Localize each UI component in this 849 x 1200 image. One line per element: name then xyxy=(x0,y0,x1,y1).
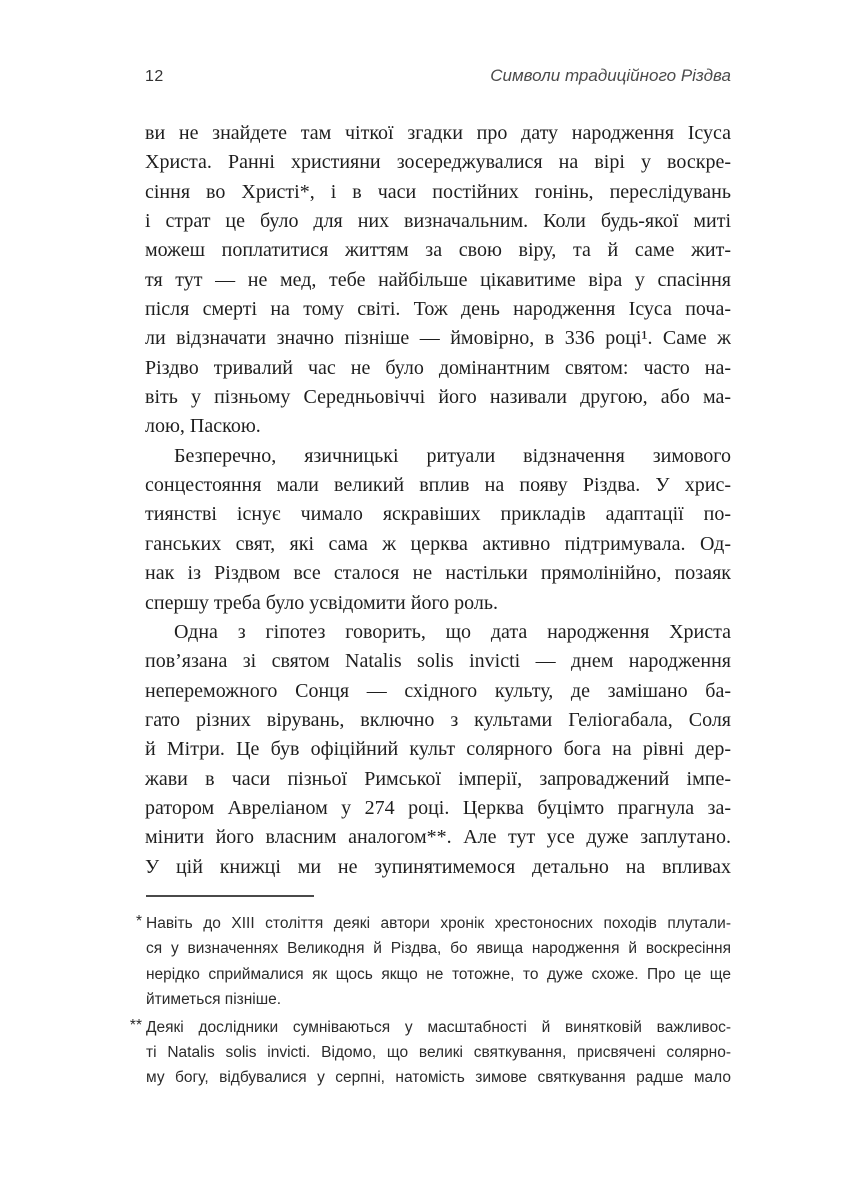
text-line: Різдво тривалий час не було домінантним святом: часто на- xyxy=(145,356,731,379)
paragraph-3 xyxy=(145,618,731,882)
text-line: після смерті на тому світі. Тож день народження Ісуса поча- xyxy=(145,298,731,321)
paragraph-2 xyxy=(145,442,731,618)
text-line: нак із Різдвом все сталося не настільки прямолінійно, позаяк xyxy=(145,562,731,585)
text-line: віть у пізньому Середньовіччі його називали другою, або ма- xyxy=(145,386,731,409)
text-line: сіння во Христі*, і в часи постійних гонінь, переслідувань xyxy=(145,180,731,203)
text-line: тиянстві існує чимало яскравіших прикладів адаптації по- xyxy=(145,503,731,526)
text-line: Одна з гіпотез говорить, що дата народження Христа xyxy=(174,620,731,643)
text-line: ганських свят, які сама ж церква активно підтримувала. Од- xyxy=(145,532,731,555)
text-line: ви не знайдете там чіткої згадки про дату народження Ісуса xyxy=(145,122,731,144)
text-line: ли відзначати значно пізніше — ймовірно, в 336 році¹. Саме ж xyxy=(145,327,731,350)
text-line: ратором Авреліаном у 274 році. Церква буцімто прагнула за- xyxy=(145,796,731,819)
text-line: нерідко сприймалися як щось якщо не тотожне, то дуже схоже. Про це ще xyxy=(146,965,731,983)
paragraph-1 xyxy=(145,119,731,442)
text-line: У цій книжці ми не зупинятимемося детально на впливах xyxy=(145,855,731,878)
footnote-text-1 xyxy=(146,911,731,1013)
text-line: тя тут — не мед, тебе найбільше цікавитиме віра у спасіння xyxy=(145,268,731,291)
text-line: непереможного Сонця — східного культу, де замішано ба- xyxy=(145,679,731,702)
text-line: спершу треба було усвідомити його роль. xyxy=(145,591,499,614)
text-line: і страт це було для них визначальним. Коли будь-якої миті xyxy=(145,210,731,233)
footnotes xyxy=(129,911,731,1091)
footnote-marker-2: ** xyxy=(129,1016,142,1034)
running-head xyxy=(145,66,731,86)
body-text xyxy=(145,119,731,882)
text-line: пов’язана зі святом Natalis solis invicti — днем народження xyxy=(145,650,731,673)
text-line: мінити його власним аналогом**. Але тут усе дуже заплутано. xyxy=(145,826,731,849)
text-line: ся у визначеннях Великодня й Різдва, бо явища народження й воскресіння xyxy=(146,940,731,958)
text-line: сонцестояння мали великий вплив на появу Різдва. У хрис- xyxy=(145,474,731,497)
text-line: гато різних вірувань, включно з культами Геліогабала, Соля xyxy=(145,708,731,731)
footnote-marker-1: * xyxy=(135,913,142,930)
running-title: Символи традиційного Різдва xyxy=(490,66,731,85)
text-line: йтиметься пізніше. xyxy=(146,991,282,1009)
text-line: ті Natalis solis invicti. Відомо, що великі святкування, присвячені солярно- xyxy=(146,1044,731,1062)
text-line: Безперечно, язичницькі ритуали відзначення зимового xyxy=(174,444,731,467)
page-number: 12 xyxy=(145,68,164,85)
text-line: жави в часи пізньої Римської імперії, запроваджений імпе- xyxy=(145,767,731,790)
text-line: лою, Паскою. xyxy=(145,415,261,438)
footnote-text-2 xyxy=(146,1015,731,1091)
footnote-1 xyxy=(135,911,731,1013)
text-line: можеш поплатитися життям за свою віру, та й саме жит- xyxy=(145,239,731,262)
text-line: Деякі дослідники сумніваються у масштабності й винятковій важливос- xyxy=(146,1018,731,1036)
text-line: й Мітри. Це був офіційний культ солярного бога на рівні дер- xyxy=(145,738,731,761)
text-line: Навіть до XIII століття деякі автори хронік хрестоносних походів плутали- xyxy=(146,915,731,932)
text-line: Христа. Ранні християни зосереджувалися на вірі у воскре- xyxy=(145,151,731,174)
footnote-2 xyxy=(129,1015,731,1091)
footnote-separator xyxy=(146,895,314,897)
text-line: му богу, відбувалися у серпні, натомість зимове святкування радше мало xyxy=(146,1069,731,1087)
